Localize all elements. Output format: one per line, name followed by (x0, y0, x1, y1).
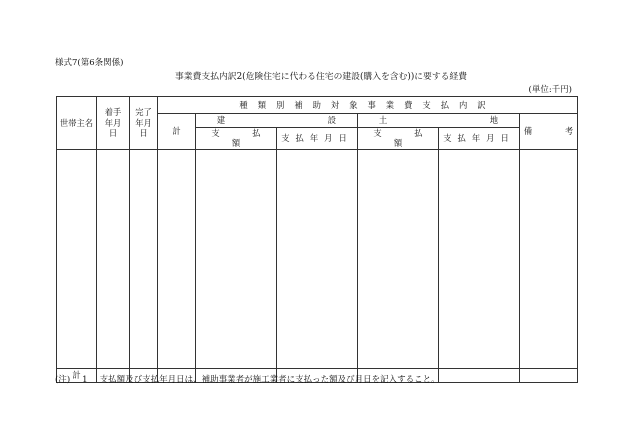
start-date-header: 着手 年月 日 (97, 97, 130, 150)
land-date-cell[interactable] (439, 149, 520, 368)
total-row-label: 計 (57, 368, 97, 382)
remarks-cell[interactable] (520, 149, 578, 368)
expense-table (56, 96, 578, 383)
land-header: 土 地 (358, 114, 520, 128)
total-remarks-cell[interactable] (520, 368, 578, 382)
breakdown-header: 種類別補助対象事業費支払内訳 (158, 97, 578, 114)
land-date-header: 支払年月日 (439, 128, 520, 150)
start-date-cell[interactable] (97, 149, 130, 368)
total-land-date-cell[interactable] (439, 368, 520, 382)
household-head-cell[interactable] (57, 149, 97, 368)
construction-date-cell[interactable] (277, 149, 358, 368)
footnote-text: 支払額及び支払年月日は、補助事業者が施工業者に支払った額及び月日を記入すること。 (99, 375, 440, 385)
land-amount-header: 支 払 額 (358, 128, 439, 150)
construction-date-header: 支払年月日 (277, 128, 358, 150)
construction-amount-header: 支 払 額 (196, 128, 277, 150)
total-cell[interactable] (158, 149, 196, 368)
completion-date-cell[interactable] (130, 149, 158, 368)
remarks-header: 備 考 (520, 114, 578, 150)
completion-date-header: 完了 年月 日 (130, 97, 158, 150)
total-header: 計 (158, 114, 196, 150)
document-title: 事業費支払内訳2(危険住宅に代わる住宅の建設(購入を含む))に要する経費 (175, 72, 468, 82)
construction-header: 建 設 (196, 114, 358, 128)
land-amount-cell[interactable] (358, 149, 439, 368)
footnote-number: 1 (82, 375, 88, 385)
household-head-header: 世帯主名 (57, 97, 97, 150)
footnote-prefix: (注) (55, 375, 71, 385)
construction-amount-cell[interactable] (196, 149, 277, 368)
footnote (55, 376, 440, 385)
form-number: 様式7(第6条関係) (55, 58, 124, 68)
unit-note: (単位:千円) (528, 85, 572, 95)
